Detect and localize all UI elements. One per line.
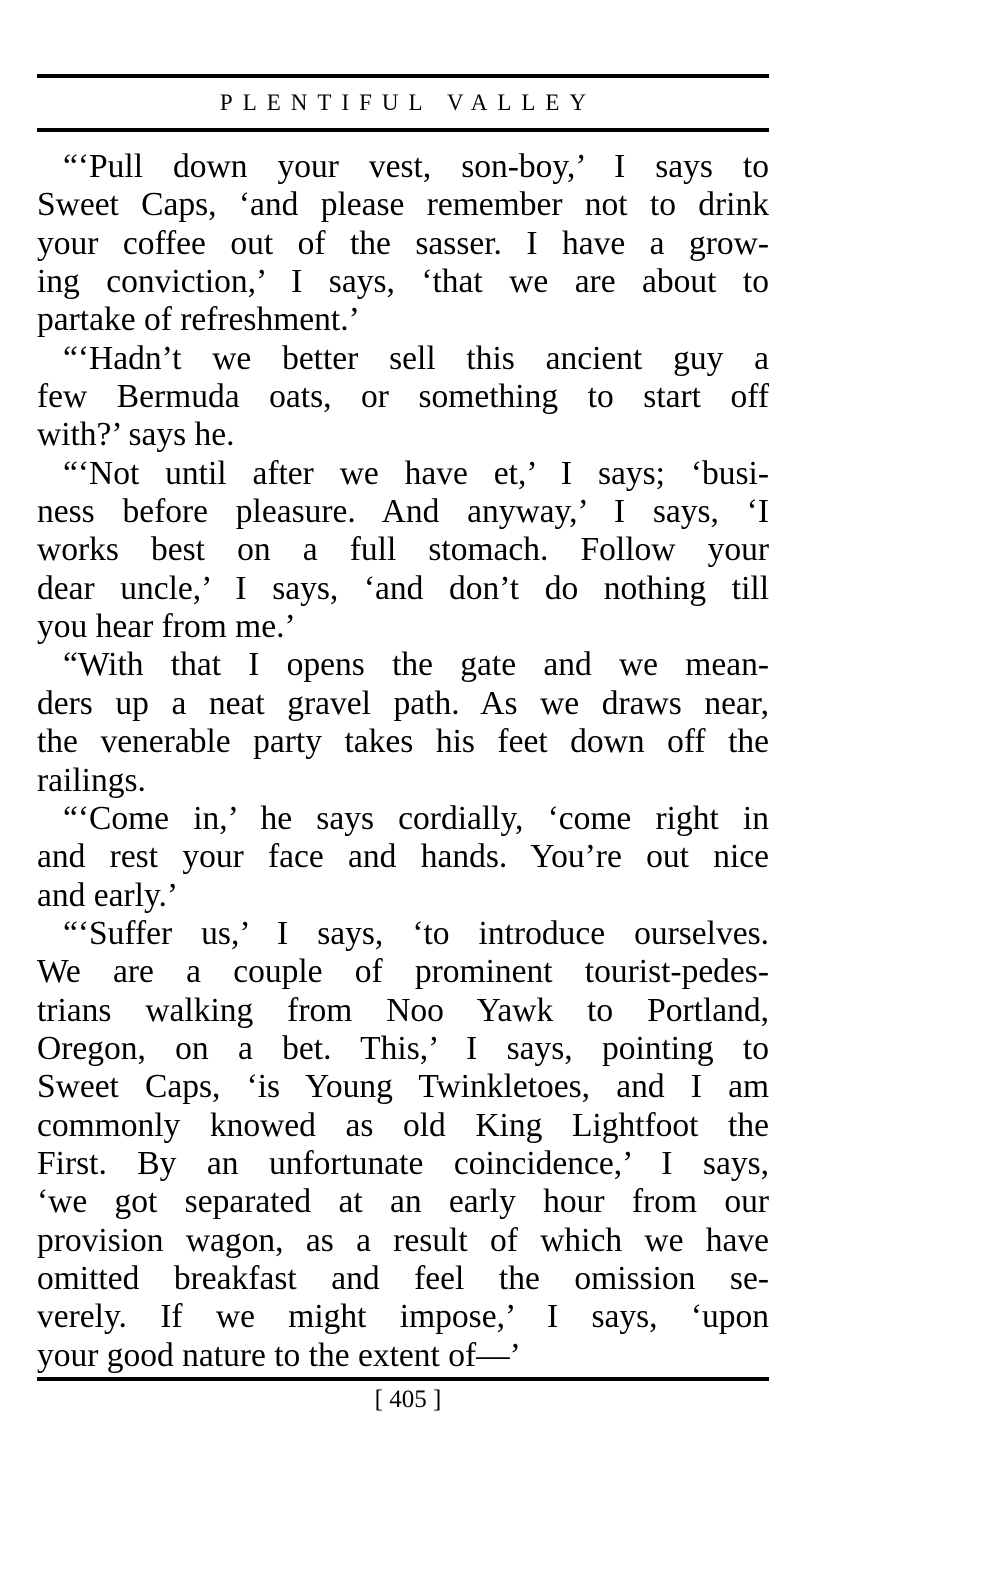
text-line: partake of refreshment.’ [37,301,360,339]
body-text [37,132,769,1375]
text-line: omitted breakfast and feel the omission se- [37,1259,769,1297]
text-line: Sweet Caps, ‘is Young Twinkletoes, and I am [37,1068,769,1106]
footer-rule [37,1377,769,1381]
text-line: provision wagon, as a result of which we have [37,1221,769,1259]
text-line: dear uncle,’ I says, ‘and don’t do nothing till [37,569,769,607]
text-line: few Bermuda oats, or something to start off [37,378,769,416]
text-line: and early.’ [37,876,179,914]
text-line: your coffee out of the sasser. I have a grow- [37,224,769,262]
paragraph-6 [37,915,769,1375]
text-line: commonly knowed as old King Lightfoot the [37,1106,769,1144]
text-line: verely. If we might impose,’ I says, ‘upon [37,1298,769,1336]
text-line: “‘Suffer us,’ I says, ‘to introduce ourselves. [63,914,769,952]
paragraph-5 [37,800,769,915]
text-line: Sweet Caps, ‘and please remember not to drink [37,186,769,224]
paragraph-2 [37,340,769,455]
text-line: First. By an unfortunate coincidence,’ I says, [37,1144,769,1182]
paragraph-3 [37,455,769,647]
paragraph-4 [37,646,769,799]
text-line: ness before pleasure. And anyway,’ I says, ‘I [37,493,769,531]
page-number: [ 405 ] [374,1386,442,1413]
text-line: We are a couple of prominent tourist-pedes- [37,953,769,991]
text-line: “‘Not until after we have et,’ I says; ‘busi- [63,454,769,492]
text-line: ‘we got separated at an early hour from our [37,1183,769,1221]
running-head: PLENTIFUL VALLEY [219,90,597,115]
paragraph-1 [37,148,769,340]
text-line: trians walking from Noo Yawk to Portland, [37,991,769,1029]
text-line: ing conviction,’ I says, ‘that we are about to [37,263,769,301]
text-line: “‘Hadn’t we better sell this ancient guy a [63,339,769,377]
text-line: “With that I opens the gate and we mean- [63,646,769,684]
text-line: the venerable party takes his feet down off the [37,723,769,761]
text-line: ders up a neat gravel path. As we draws near, [37,684,769,722]
book-page [37,74,769,1417]
text-line: works best on a full stomach. Follow your [37,531,769,569]
text-line: your good nature to the extent of—’ [37,1336,521,1374]
text-line: you hear from me.’ [37,608,296,646]
text-line: “‘Come in,’ he says cordially, ‘come right in [63,799,769,837]
text-line: and rest your face and hands. You’re out nice [37,838,769,876]
text-line: Oregon, on a bet. This,’ I says, pointing to [37,1029,769,1067]
text-line: with?’ says he. [37,416,235,454]
text-line: “‘Pull down your vest, son-boy,’ I says to [63,148,769,185]
text-line: railings. [37,761,146,799]
